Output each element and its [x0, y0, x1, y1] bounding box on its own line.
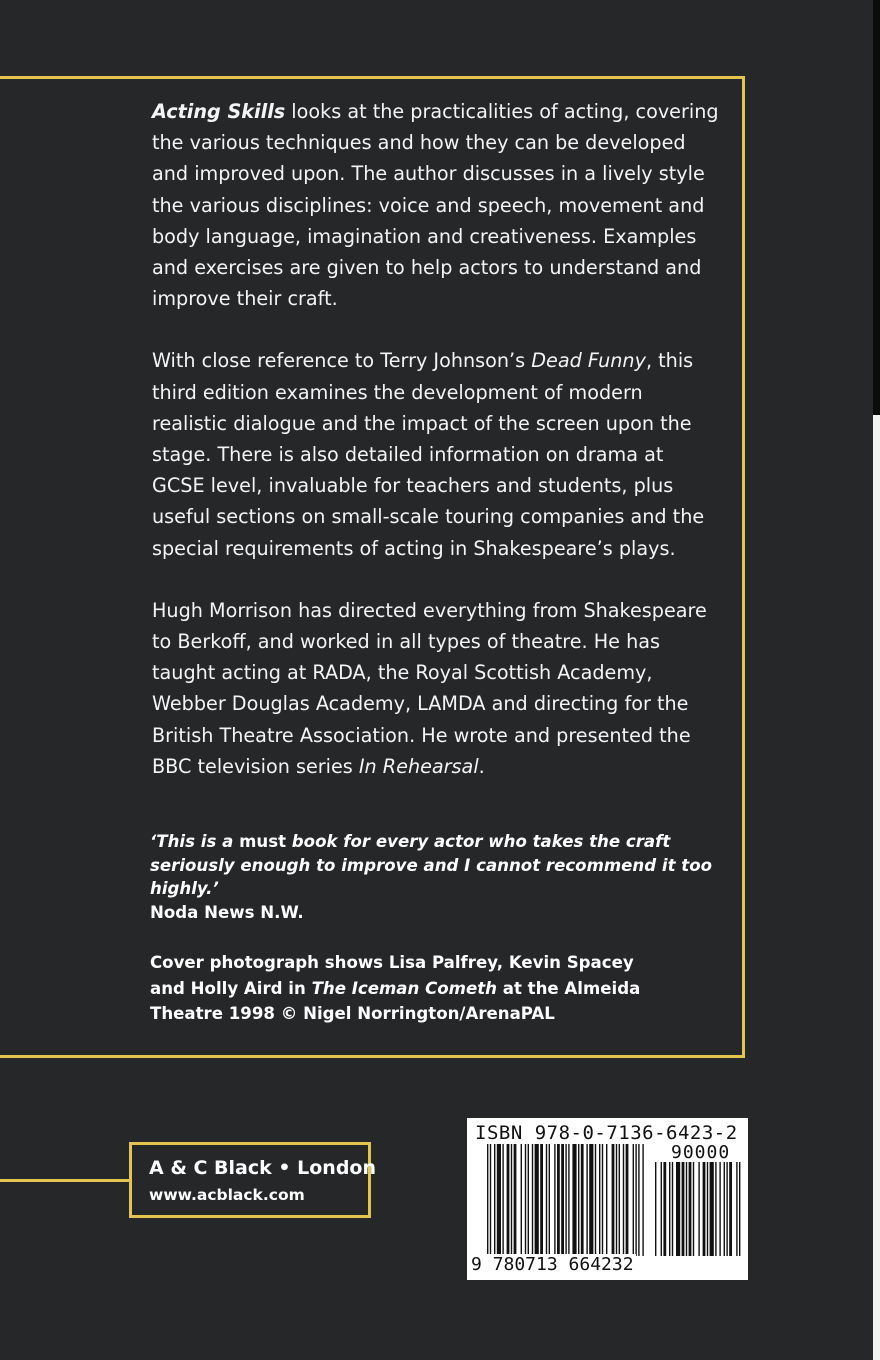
right-edge-dark-strip: [873, 0, 880, 415]
quote-source: Noda News N.W.: [150, 902, 304, 922]
blurb-paragraph-1: [152, 96, 720, 314]
quote-part-1: ‘This is a: [150, 832, 240, 851]
credit-play-title: The Iceman Cometh: [311, 978, 497, 998]
ean-digits: 9 780713 664232: [471, 1254, 634, 1275]
series-title: In Rehearsal: [358, 754, 479, 778]
blurb-paragraph-2: [152, 345, 720, 563]
barcode-block: [467, 1118, 748, 1280]
blurb-paragraph-1-text: looks at the practicalities of acting, covering the various techniques and how they can be developed and improved upon. The author discusses in a lively style the various disciplines: voice and speech, movement and body language, imagination and creativeness. Examples and exercises are given to help actors to understand and improve their craft.: [152, 100, 719, 311]
photo-credit: [150, 950, 650, 1027]
blurb-paragraph-2-before: With close reference to Terry Johnson’s: [152, 349, 532, 373]
credit-before: Cover photograph shows Lisa Palfrey, Kevin Spacey and Holly Aird in: [150, 953, 634, 998]
author-bio: [152, 595, 720, 782]
author-bio-text: Hugh Morrison has directed everything from Shakespeare to Berkoff, and worked in all types of theatre. He has taught acting at RADA, the Royal Scottish Academy, Webber Douglas Academy, LAMDA and directing for the British Theatre Association. He wrote and presented the BBC television series: [152, 598, 707, 778]
publisher-name: A & C Black • London: [149, 1157, 377, 1179]
right-edge-light-strip: [873, 415, 880, 1360]
publisher-url: www.acblack.com: [149, 1186, 305, 1204]
publisher-rule: [0, 1179, 130, 1182]
author-bio-end: .: [478, 754, 485, 778]
isbn-label: ISBN 978-0-7136-6423-2: [475, 1122, 738, 1144]
book-title: Acting Skills: [152, 100, 286, 123]
review-quote: [150, 830, 730, 924]
quote-part-3: book for every actor who takes the craft seriously enough to improve and I cannot recommend it too highly.’: [150, 832, 713, 898]
play-title-dead-funny: Dead Funny: [531, 349, 646, 373]
blurb-content: [152, 96, 720, 813]
publisher-box: [129, 1142, 377, 1218]
quote-emphasis: must: [239, 832, 287, 851]
credit-after: at the Almeida Theatre 1998 © Nigel Norrington/ArenaPAL: [150, 978, 641, 1023]
price-addon: 90000: [671, 1142, 731, 1163]
blurb-paragraph-2-after: , this third edition examines the development of modern realistic dialogue and the impact of the screen upon the stage. There is also detailed information on drama at GCSE level, invaluable for teachers and students, plus useful sections on small-scale touring companies and the special requirements of acting in Shakespeare’s plays.: [152, 349, 705, 560]
